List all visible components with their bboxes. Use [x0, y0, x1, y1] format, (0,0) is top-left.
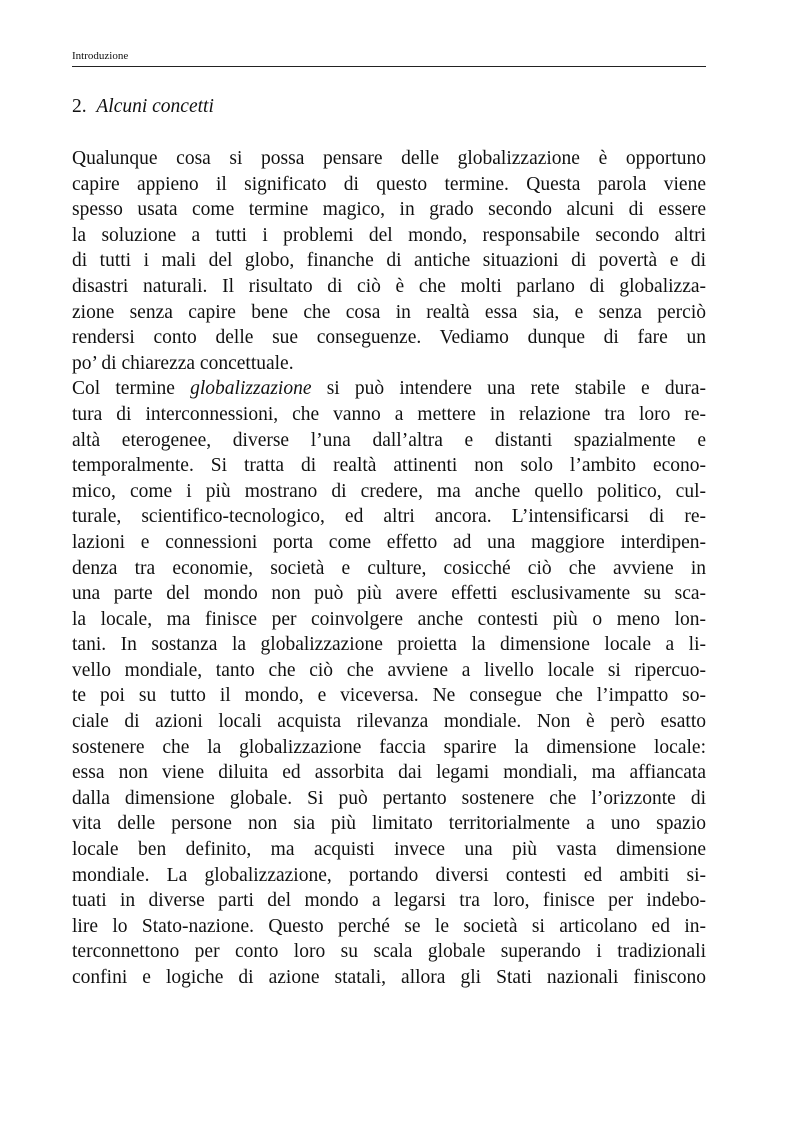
text-line: zione senza capire bene che cosa in realtà essa sia, e senza perciò	[72, 301, 706, 323]
section-number: 2.	[72, 96, 87, 117]
section-title: Alcuni concetti	[96, 96, 214, 117]
text-line: rendersi conto delle sue conseguenze. Vediamo dunque di fare un	[72, 327, 706, 349]
header-rule	[72, 66, 706, 67]
text-line: la locale, ma finisce per coinvolgere anche contesti più o meno lon-	[72, 608, 706, 630]
text-line	[72, 376, 706, 402]
text-line: tuati in diverse parti del mondo a legarsi tra loro, finisce per indebo-	[72, 890, 706, 912]
text-line: una parte del mondo non può più avere effetti esclusivamente su sca-	[72, 583, 706, 605]
section-heading	[72, 94, 214, 120]
text-line: denza tra economie, società e culture, cosicché ciò che avviene in	[72, 557, 706, 579]
text-line: Qualunque cosa si possa pensare delle globalizzazione è opportuno	[72, 148, 706, 169]
text-run: si può intendere una rete stabile e dura-	[311, 378, 706, 400]
text-line: terconnettono per conto loro su scala globale superando i tradizionali	[72, 941, 706, 963]
text-line: locale ben definito, ma acquisti invece una più vasta dimensione	[72, 839, 706, 861]
emphasized-term: globalizzazione	[190, 378, 312, 400]
text-line: essa non viene diluita ed assorbita dai legami mondiali, ma affiancata	[72, 762, 706, 784]
text-line: lazioni e connessioni porta come effetto ad una maggiore interdipen-	[72, 531, 706, 553]
text-line: confini e logiche di azione statali, allora gli Stati nazionali finiscono	[72, 967, 706, 988]
running-head: Introduzione	[72, 50, 129, 62]
text-line: mondiale. La globalizzazione, portando diversi contesti ed ambiti si-	[72, 864, 706, 886]
text-line: capire appieno il significato di questo termine. Questa parola viene	[72, 173, 706, 195]
text-line: ciale di azioni locali acquista rilevanza mondiale. Non è però esatto	[72, 711, 706, 733]
text-line: vita delle persone non sia più limitato territorialmente a uno spazio	[72, 813, 706, 835]
text-line: turale, scientifico-tecnologico, ed altri ancora. L’intensificarsi di re-	[72, 506, 706, 528]
text-line: mico, come i più mostrano di credere, ma anche quello politico, cul-	[72, 480, 706, 502]
text-line: po’ di chiarezza concettuale.	[72, 352, 294, 374]
text-line: lire lo Stato-nazione. Questo perché se le società si articolano ed in-	[72, 915, 706, 937]
text-line: tani. In sostanza la globalizzazione proietta la dimensione locale a li-	[72, 634, 706, 656]
text-line: vello mondiale, tanto che ciò che avviene a livello locale si ripercuo-	[72, 659, 706, 681]
text-run: Col termine	[72, 378, 191, 400]
text-line: tura di interconnessioni, che vanno a mettere in relazione tra loro re-	[72, 403, 706, 425]
text-line: altà eterogenee, diverse l’una dall’altra e distanti spazialmente e	[72, 429, 706, 451]
paragraph-1	[72, 146, 706, 376]
text-line: di tutti i mali del globo, finanche di antiche situazioni di povertà e di	[72, 250, 706, 272]
text-line: dalla dimensione globale. Si può pertanto sostenere che l’orizzonte di	[72, 787, 706, 809]
text-line: disastri naturali. Il risultato di ciò è che molti parlano di globalizza-	[72, 275, 706, 297]
text-line: temporalmente. Si tratta di realtà attinenti non solo l’ambito econo-	[72, 455, 706, 477]
body-text	[72, 146, 706, 991]
text-line: sostenere che la globalizzazione faccia sparire la dimensione locale:	[72, 736, 706, 758]
paragraph-2	[72, 376, 706, 990]
text-line: spesso usata come termine magico, in grado secondo alcuni di essere	[72, 199, 706, 221]
text-line: te poi su tutto il mondo, e viceversa. Ne consegue che l’impatto so-	[72, 685, 706, 707]
text-line: la soluzione a tutti i problemi del mondo, responsabile secondo altri	[72, 224, 706, 246]
